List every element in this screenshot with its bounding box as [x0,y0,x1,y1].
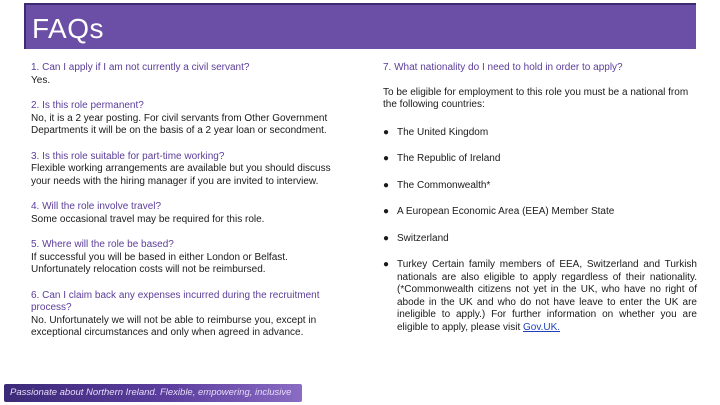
faq-question: 4. Will the role involve travel? [31,201,162,212]
footer-tagline-banner [4,384,302,402]
country-item [383,127,697,140]
country-label: A European Economic Area (EEA) Member State [397,206,615,217]
faq-answer: Flexible working arrangements are available but you should discuss your needs with the hiring manager if you are invited to interview. [31,163,331,187]
country-item [383,206,697,219]
faq-item-1 [31,62,349,87]
faq-question: 5. Where will the role be based? [31,239,174,250]
turkey-eligibility-text: Turkey Certain family members of EEA, Switzerland and Turkish nationals are also eligible to apply regardless of their nationality. (*Commonwealth citizens not yet in the UK, who have no right of abode in the UK and who do not have leave to enter the UK are ineligible to apply.) For further information on whether you are eligible to apply, please visit [397,259,697,333]
country-label: The United Kingdom [397,126,489,138]
faq-item-4 [31,201,349,226]
gov-uk-link[interactable]: Gov.UK. [523,321,561,333]
bullet-icon: ● [383,126,390,138]
faq-item-3 [31,151,349,189]
country-item [383,153,697,166]
faq-answer: No, it is a 2 year posting. For civil servants from Other Government Departments it will be on the basis of a 2 year loan or secondment. [31,112,328,136]
faq-item-6 [31,290,349,340]
faq-answer: Yes. [31,74,51,86]
bullet-icon: ● [383,153,390,164]
bullet-icon: ● [383,232,390,244]
country-label: The Commonwealth* [397,179,491,191]
faq-item-5 [31,239,349,277]
faq-header-banner [24,3,696,49]
faq-answer: Some occasional travel may be required for this role. [31,213,265,225]
faq-question: 3. Is this role suitable for part-time working? [31,150,225,162]
country-item [383,180,697,193]
footer-tagline: Passionate about Northern Ireland. Flexible, empowering, inclusive [10,387,292,398]
country-item [383,233,697,246]
bullet-icon: ● [383,206,390,217]
right-faq-column [383,62,697,348]
country-list [383,127,697,335]
country-label: The Republic of Ireland [397,153,501,164]
bullet-icon: ● [383,259,390,270]
bullet-icon: ● [383,179,390,191]
faq-question: 6. Can I claim back any expenses incurred during the recruitment process? [31,289,320,313]
faq-answer: If successful you will be based in either London or Belfast. Unfortunately relocation costs will not be reimbursed. [31,251,288,275]
country-label: Switzerland [397,232,449,244]
eligibility-intro: To be eligible for employment to this role you must be a national from the following countries: [383,86,689,110]
faq-question: 1. Can I apply if I am not currently a civil servant? [31,62,250,73]
left-faq-column [31,62,349,353]
country-item-turkey [383,259,697,334]
faq-item-2 [31,100,349,138]
faq-question-7: 7. What nationality do I need to hold in order to apply? [383,62,623,73]
faq-answer: No. Unfortunately we will not be able to reimburse you, except in exceptional circumstances and only when agreed in advance. [31,314,317,338]
faq-question: 2. Is this role permanent? [31,100,144,111]
page-title: FAQs [32,13,105,44]
header-left-border [24,5,26,49]
